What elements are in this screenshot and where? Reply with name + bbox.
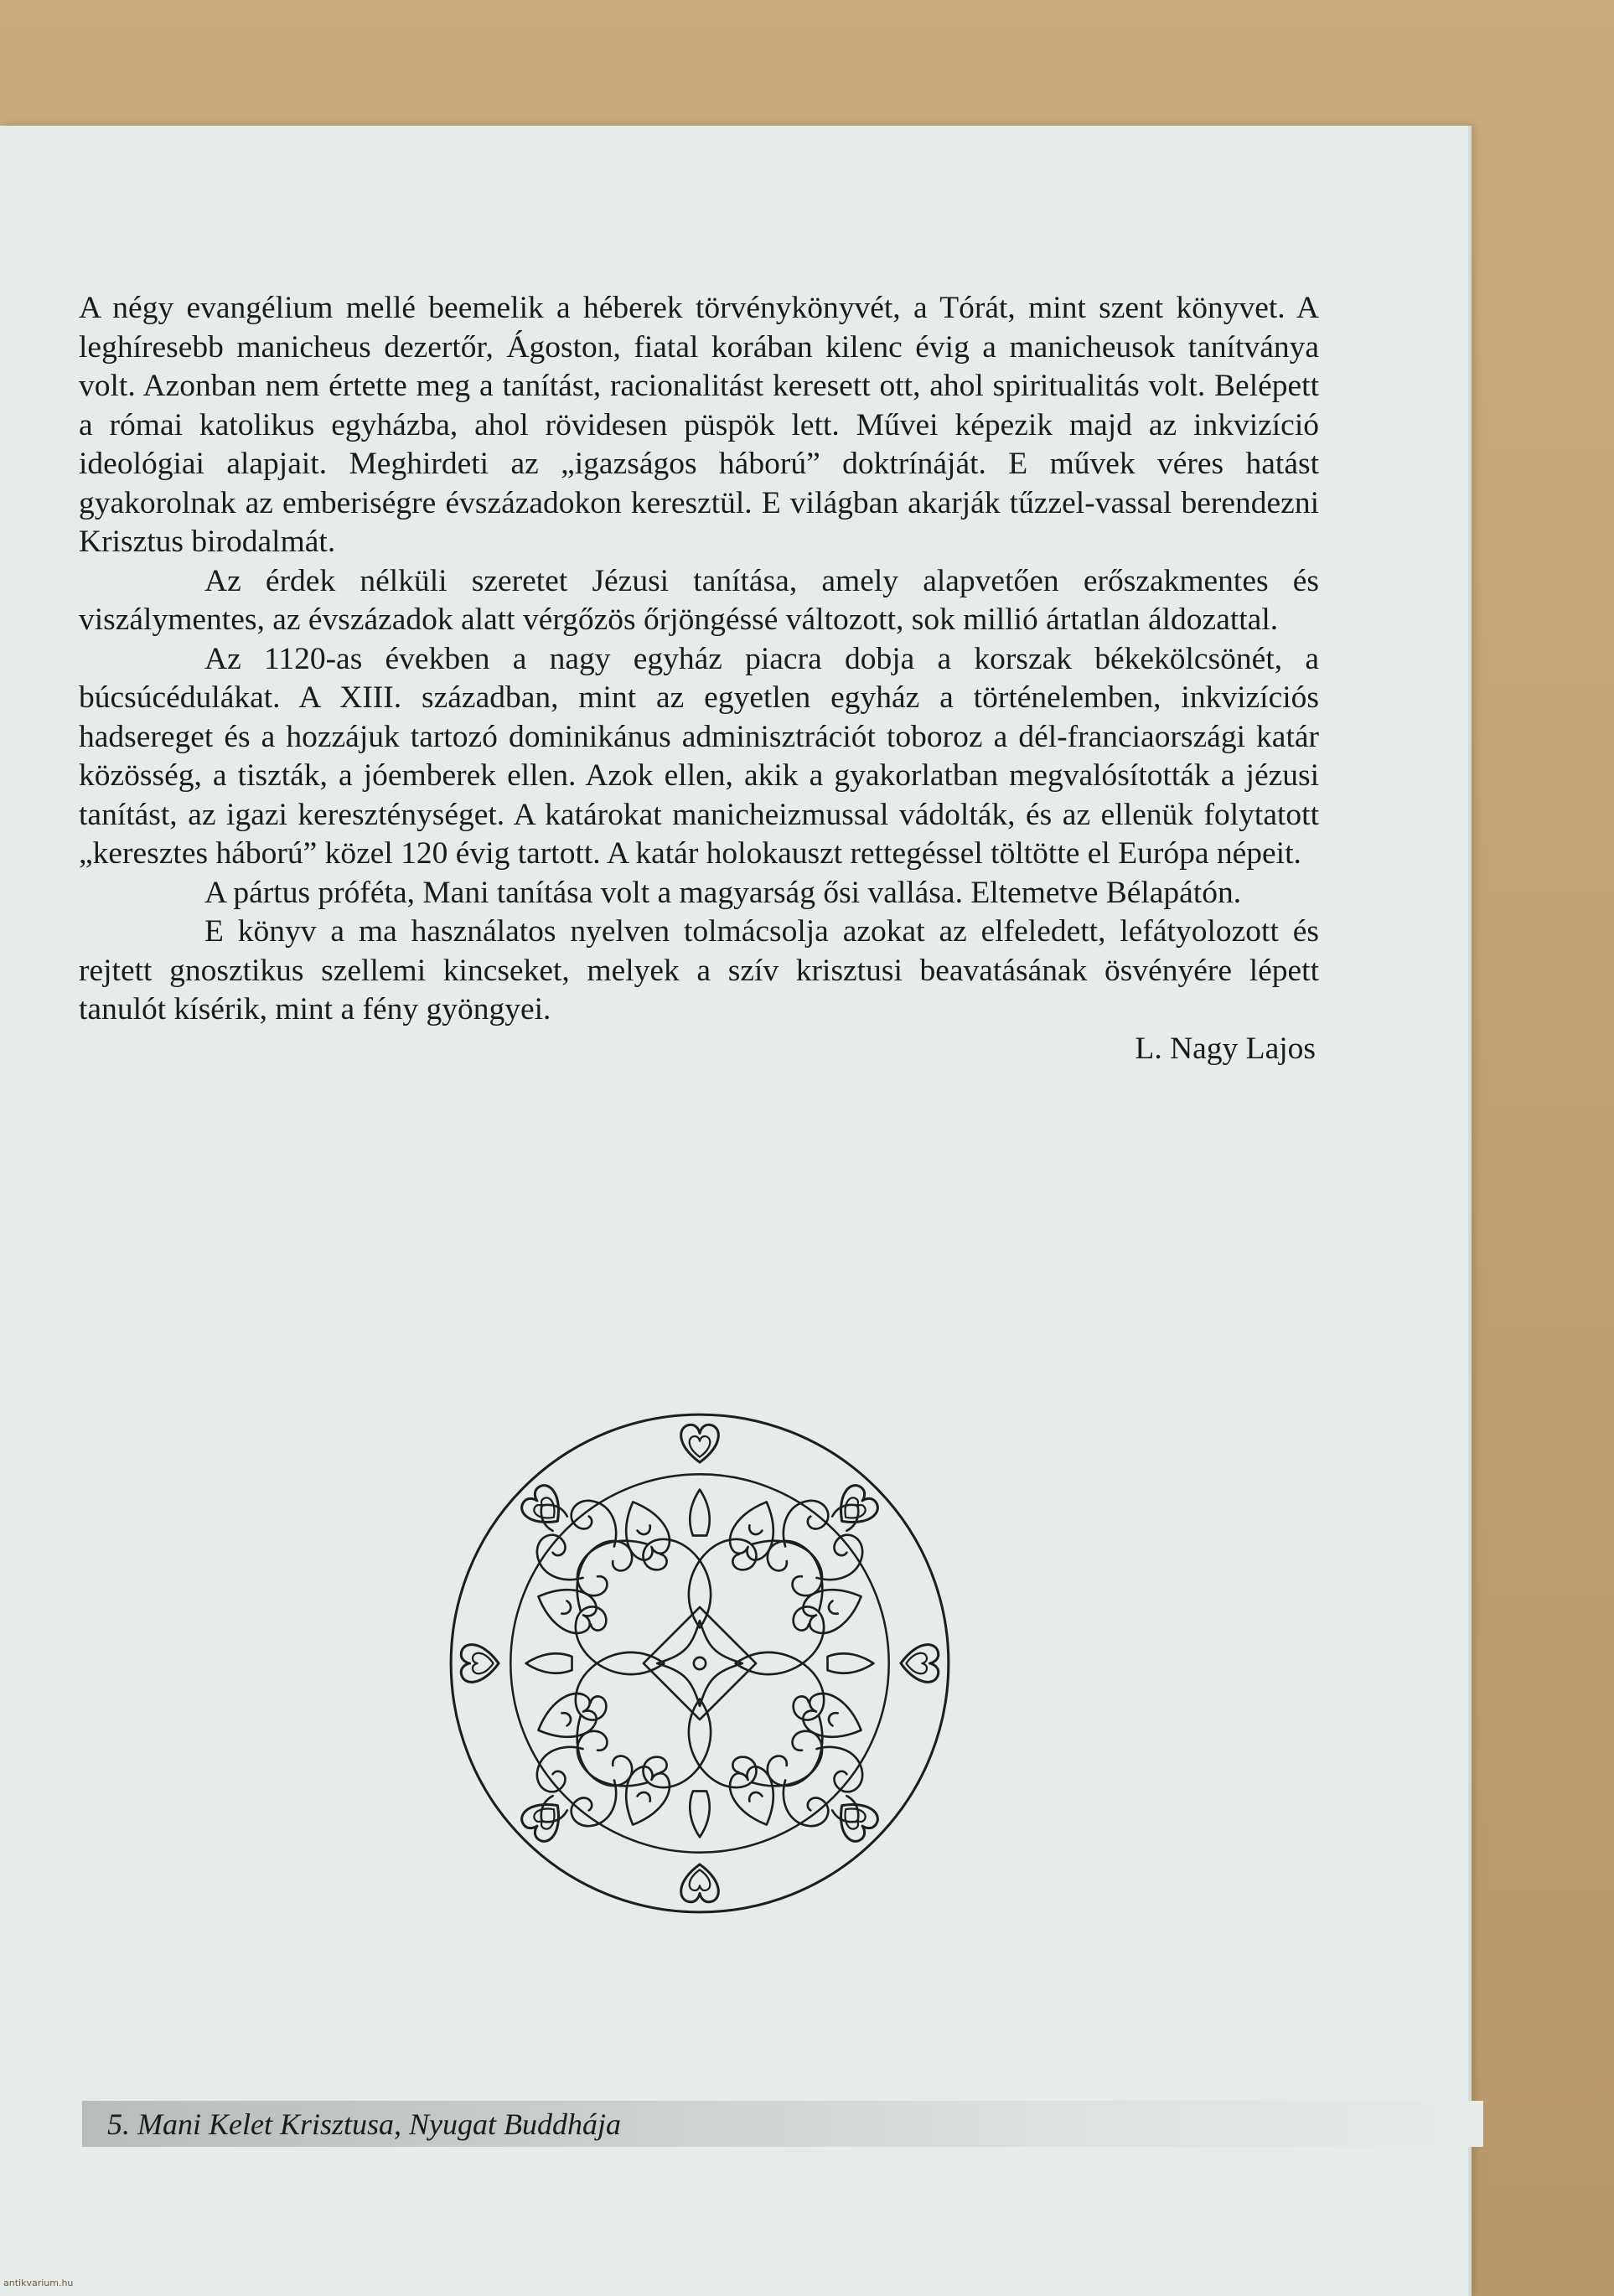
- watermark-text: antikvarium.hu: [3, 2278, 74, 2288]
- paragraph-3: Az 1120-as években a nagy egyház piacra dobja a korszak békekölcsönét, a búcsúcédulákat. A XIII. században, mint az egyetlen egyház a történelemben, inkvizíciós hadsereget és a hozzájuk tartozó dominikánus adminisztrációt toboroz a dél-franciaországi katár közösség, a tiszták, a jóemberek ellen. Azok ellen, akik a gyakorlatban megvalósították a jézusi tanítást, az igazi kereszténységet. A katárokat manicheizmussal vádolták, és az ellenük folytatott „keresztes háború” közel 120 évig tartott. A katár holokauszt rettegéssel töltötte el Európa népeit.: [79, 641, 1319, 871]
- paragraph-1: A négy evangélium mellé beemelik a héberek törvénykönyvét, a Tórát, mint szent könyvet. A leghíresebb manicheus dezertőr, Ágoston, fiatal korában kilenc évig a manicheusok tanítványa volt. Azonban nem értette meg a tanítást, racionalitást keresett ott, ahol spiritualitás volt. Belépett a római katolikus egyházba, ahol rövidesen püspök lett. Művei képezik majd az inkvizíció ideológiai alapjait. Meghirdeti az „igazságos háború” doktrínáját. E művek véres hatást gyakorolnak az emberiségre évszázadokon keresztül. E világban akarják tűzzel-vassal berendezni Krisztus birodalmát.: [79, 291, 1319, 559]
- chapter-footer-title: 5. Mani Kelet Krisztusa, Nyugat Buddhája: [107, 2107, 622, 2141]
- body-text: [79, 289, 1319, 1068]
- paragraph-5: E könyv a ma használatos nyelven tolmácsolja azokat az elfeledett, lefátyolozott és rejtett gnosztikus szellemi kincseket, melyek a szív krisztusi beavatásának ösvényére lépett tanulót kísérik, mint a fény gyöngyei.: [79, 914, 1319, 1026]
- page-edge: [1468, 126, 1472, 2296]
- paragraph-2: Az érdek nélküli szeretet Jézusi tanítása, amely alapvetően erőszakmentes és viszálymentes, az évszázadok alatt vérgőzös őrjöngéssé változott, sok millió ártatlan áldozattal.: [79, 563, 1319, 637]
- paragraph-4: A pártus próféta, Mani tanítása volt a magyarság ősi vallása. Eltemetve Bélapátón.: [204, 875, 1242, 910]
- folk-ornament-rosette-icon: [444, 1408, 955, 1919]
- author-signature: L. Nagy Lajos: [1135, 1031, 1316, 1066]
